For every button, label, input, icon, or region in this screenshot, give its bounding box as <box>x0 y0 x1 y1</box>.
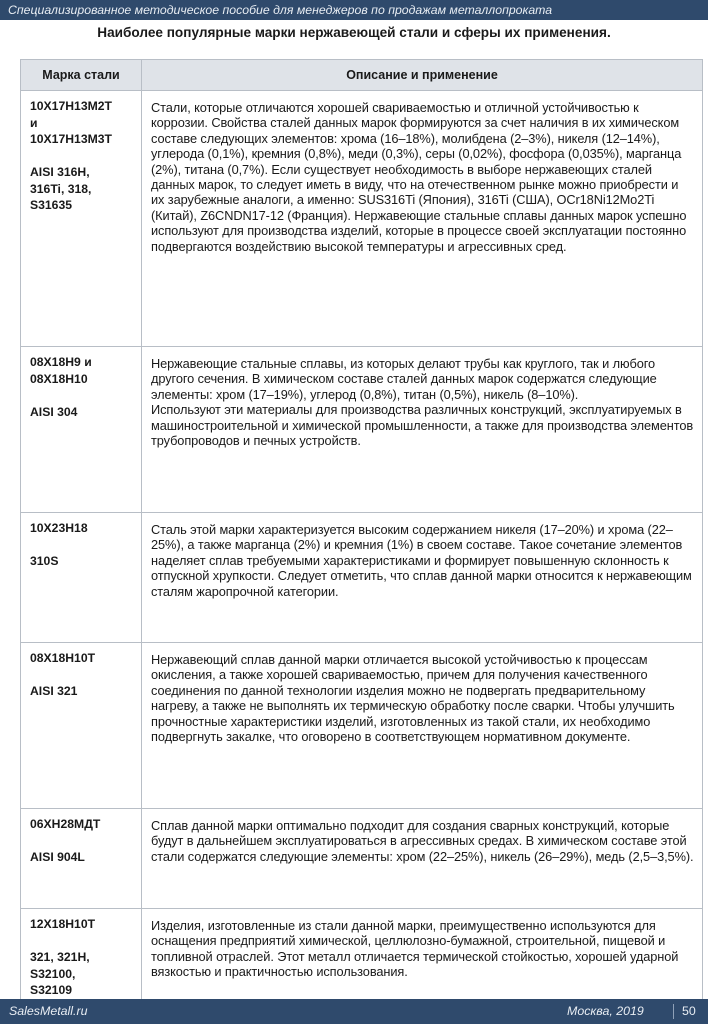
description-cell <box>142 643 703 809</box>
description-text: Сплав данной марки оптимально подходит для создания сварных конструкций, которые будут в дальнейшем эксплуатироваться в агрессивных средах. В химическом составе этой стали содержатся следующие элементы: хром (22–25%), никель (26–29%), медь (2,5–3,5%). <box>151 818 694 864</box>
column-header-grade: Марка стали <box>21 60 142 91</box>
grade-cell <box>21 347 142 513</box>
description-cell <box>142 809 703 909</box>
site-link[interactable]: SalesMetall.ru <box>9 1004 88 1018</box>
description-text: Сталь этой марки характеризуется высоким содержанием никеля (17–20%) и хрома (22–25%), а также марганца (2%) и кремния (1%) в своем составе. Такое сочетание элементов наделяет сплав требуемыми характеристиками и формирует повышенную склонность к отпускной хрупкости. Следует отметить, что сплав данной марки относится к нержавеющим сталям жаропрочной категории. <box>151 522 692 599</box>
grade-cell <box>21 643 142 809</box>
grade-text: 10Х23Н18 310S <box>30 521 88 568</box>
grade-cell <box>21 513 142 643</box>
page-number: 50 <box>682 1004 696 1018</box>
steel-grades-table <box>20 59 703 1004</box>
footer-divider <box>673 1004 674 1019</box>
table-row <box>21 513 703 643</box>
description-cell <box>142 347 703 513</box>
grade-text: 10Х17Н13М2Т и 10Х17Н13М3Т AISI 316H, 316Ti, 318, S31635 <box>30 99 112 212</box>
footer-bar <box>0 999 708 1024</box>
table-row <box>21 809 703 909</box>
table-row <box>21 643 703 809</box>
table-row <box>21 347 703 513</box>
description-text: Нержавеющий сплав данной марки отличается высокой устойчивостью к процессам окисления, а также хорошей свариваемостью, причем для получения качественного соединения по данной технологии изделия можно не подвергать предварительному нагреву, а также не выполнять их термическую обработку после сварки. Чтобы улучшить прочностные характеристики изделий, изготовленных из такой стали, их необходимо подвергнуть закалке, что оговорено в соответствующем нормативном документе. <box>151 652 675 745</box>
description-cell <box>142 513 703 643</box>
grade-text: 08Х18Н9 и 08Х18Н10 AISI 304 <box>30 355 92 419</box>
grade-cell <box>21 91 142 347</box>
grade-text: 08Х18Н10Т AISI 321 <box>30 651 96 698</box>
top-banner <box>0 0 708 20</box>
description-cell <box>142 909 703 1004</box>
grade-cell <box>21 909 142 1004</box>
grade-text: 06ХН28МДТ AISI 904L <box>30 817 101 864</box>
description-text: Изделия, изготовленные из стали данной марки, преимущественно используются для оснащения предприятий химической, целлюлозно-бумажной, строительной, пищевой и топливной отраслей. Этот металл отличается термической стойкостью, хорошей ударной вязкостью и практичностью использования. <box>151 918 679 980</box>
table-row <box>21 909 703 1004</box>
table-row <box>21 91 703 347</box>
description-text: Нержавеющие стальные сплавы, из которых делают трубы как круглого, так и любого другого сечения. В химическом составе сталей данных марок содержатся следующие элементы: хром (17–19%), углерод (0,8%), титан (0,5%), никель (8–10%). Используют эти материалы для производства различных конструкций, эксплуатируемых в машиностроительной и химической промышленности, а также для производства элементов трубопроводов и печных устройств. <box>151 356 694 449</box>
table-header-row <box>21 60 703 91</box>
description-text: Стали, которые отличаются хорошей свариваемостью и отличной устойчивостью к коррозии. Свойства сталей данных марок формируются за счет наличия в их химическом составе следующих элементов: хрома (16–18%), молибдена (2–3%), никеля (12–14%), углерода (0,1%), кремния (0,8%), меди (0,3%), серы (0,02%), фосфора (0,035%), марганца (2%), титана (0,7%). Если существует необходимость в выборе нержавеющих сталей данных марок, то следует иметь в виду, что на отечественном рынке можно приобрести и их зарубежные аналоги, а именно: SUS316Ti (Япония), 316Ti (США), OCr18Ni12Mo2Ti (Китай), Z6CNDN17-12 (Франция). Нержавеющие стальные сплавы данных марок успешно используют для производства изделий, которые в процессе своей эксплуатации постоянно подвергаются воздействию высокой температуры и агрессивных сред. <box>151 100 687 254</box>
banner-text: Специализированное методическое пособие для менеджеров по продажам металлопроката <box>8 3 553 17</box>
page-title: Наиболее популярные марки нержавеющей стали и сферы их применения. <box>97 25 611 40</box>
column-header-description: Описание и применение <box>142 60 703 91</box>
grade-cell <box>21 809 142 909</box>
grade-text: 12Х18Н10Т 321, 321H, S32100, S32109 <box>30 917 96 997</box>
description-cell <box>142 91 703 347</box>
city-year: Москва, 2019 <box>567 1004 644 1018</box>
